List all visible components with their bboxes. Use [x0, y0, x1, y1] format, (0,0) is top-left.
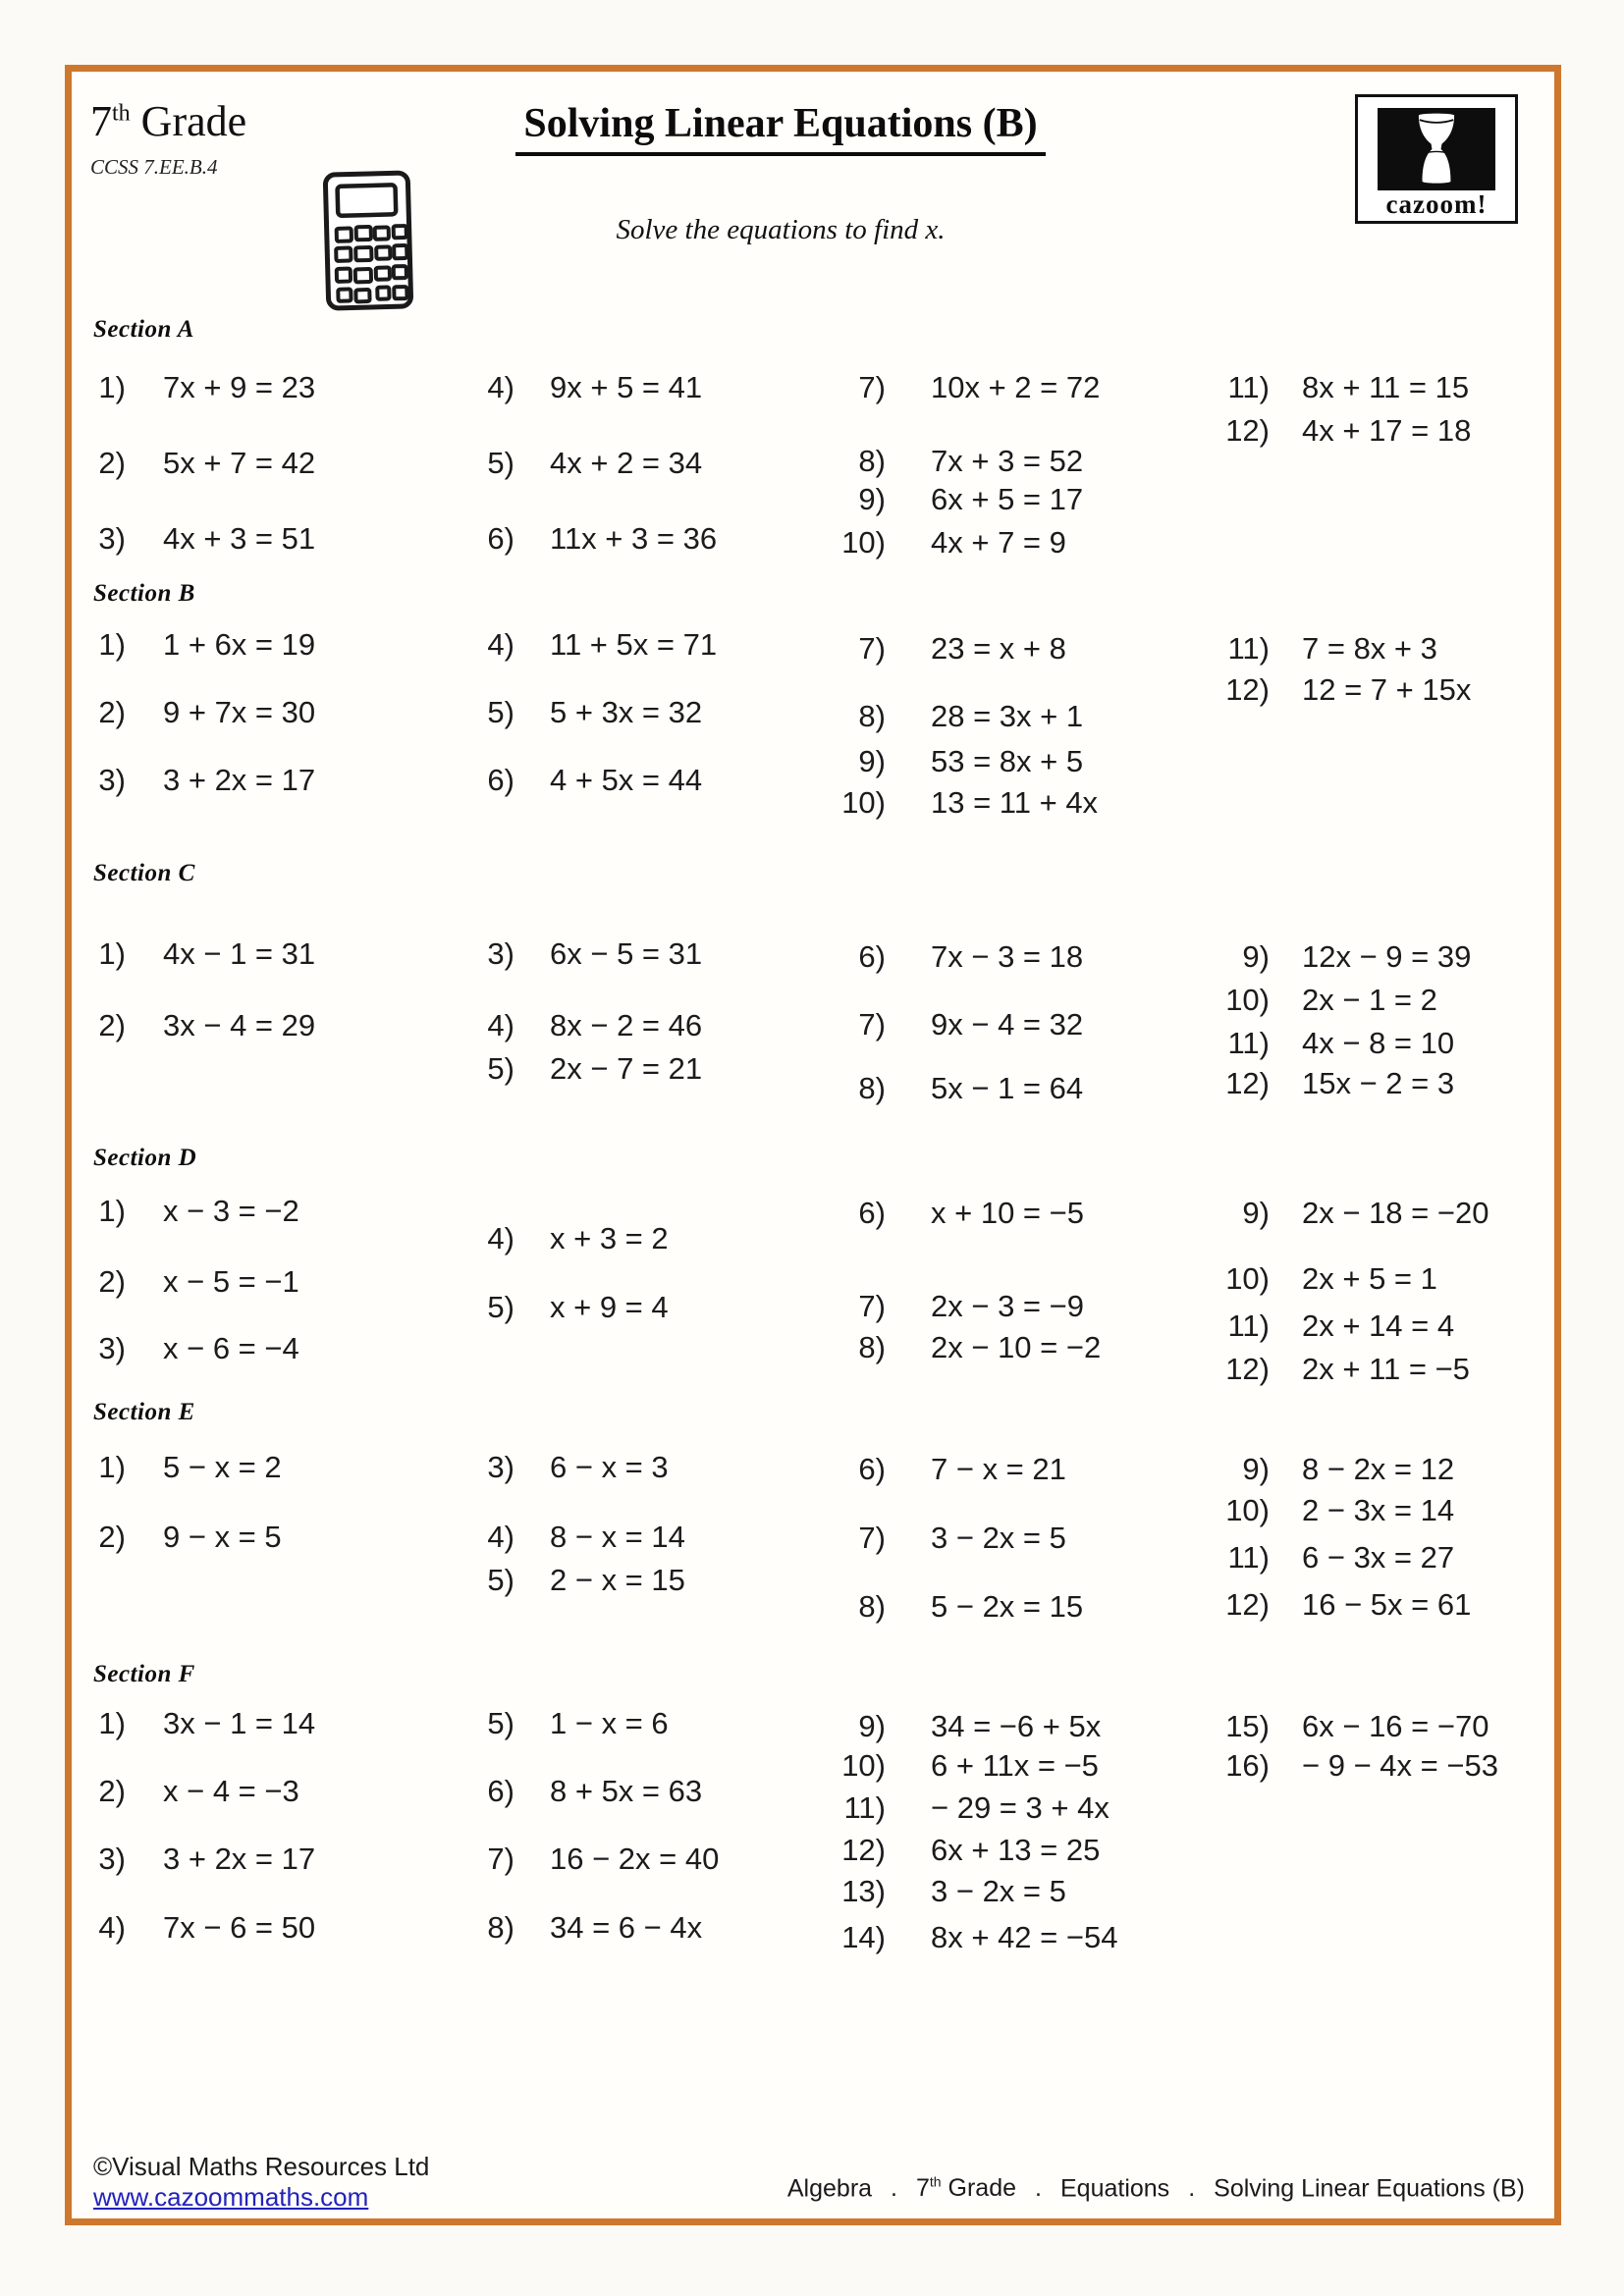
equation-number: 1) — [98, 1450, 126, 1484]
equation-number: 2) — [98, 446, 126, 480]
equation-text: 6x + 5 = 17 — [931, 482, 1084, 516]
equation-text: 2x + 14 = 4 — [1302, 1308, 1455, 1343]
equation-text: 2x − 3 = −9 — [931, 1289, 1084, 1323]
equation-number: 10) — [1225, 1493, 1270, 1527]
equation-text: 9 − x = 5 — [163, 1520, 282, 1554]
equation-text: 11x + 3 = 36 — [550, 521, 718, 556]
equation-number: 4) — [98, 1910, 126, 1945]
equation-number: 5) — [487, 1706, 514, 1740]
equation-number: 14) — [841, 1920, 886, 1954]
equation-text: 8x + 42 = −54 — [931, 1920, 1118, 1954]
equation-text: 34 = −6 + 5x — [931, 1709, 1102, 1743]
equation-number: 3) — [98, 1331, 126, 1365]
equation-number: 8) — [858, 699, 886, 733]
equation-text: 4x + 7 = 9 — [931, 525, 1066, 560]
equation-text: 6 + 11x = −5 — [931, 1748, 1099, 1783]
grade-ordinal: th — [112, 100, 131, 127]
breadcrumb-separator: . — [1035, 2174, 1042, 2203]
equation-text: 53 = 8x + 5 — [931, 744, 1084, 778]
equation-number: 12) — [841, 1833, 886, 1867]
equation-number: 11) — [1227, 1308, 1270, 1343]
equation-number: 9) — [1242, 939, 1270, 974]
equation-text: 9 + 7x = 30 — [163, 695, 316, 729]
equation-number: 12) — [1225, 1066, 1270, 1100]
equation-text: 15x − 2 = 3 — [1302, 1066, 1455, 1100]
equation-text: x − 3 = −2 — [163, 1194, 299, 1228]
equation-text: 6 − x = 3 — [550, 1450, 669, 1484]
equation-text: 11 + 5x = 71 — [550, 627, 718, 662]
equation-text: 7 − x = 21 — [931, 1452, 1066, 1486]
section-label: Section D — [93, 1145, 197, 1171]
equation-number: 10) — [1225, 983, 1270, 1017]
equation-number: 9) — [1242, 1452, 1270, 1486]
breadcrumb-item: Solving Linear Equations (B) — [1214, 2174, 1525, 2203]
equation-number: 3) — [487, 936, 514, 971]
equation-text: 7x − 3 = 18 — [931, 939, 1084, 974]
equation-text: 1 + 6x = 19 — [163, 627, 316, 662]
breadcrumb-item: Algebra — [786, 2174, 873, 2203]
equation-text: x + 10 = −5 — [931, 1196, 1084, 1230]
equation-number: 1) — [98, 1194, 126, 1228]
equation-number: 8) — [858, 1589, 886, 1624]
equation-text: x + 3 = 2 — [550, 1221, 669, 1255]
breadcrumb-item: 7th Grade — [916, 2174, 1017, 2203]
equation-number: 3) — [98, 763, 126, 797]
equation-number: 6) — [487, 763, 514, 797]
equation-number: 16) — [1225, 1748, 1270, 1783]
equation-number: 10) — [841, 1748, 886, 1783]
equation-text: 3 + 2x = 17 — [163, 763, 316, 797]
equation-number: 2) — [98, 1008, 126, 1042]
equation-number: 3) — [98, 521, 126, 556]
copyright-text: ©Visual Maths Resources Ltd — [93, 2152, 430, 2181]
equation-text: 5 + 3x = 32 — [550, 695, 703, 729]
equation-text: 8x + 11 = 15 — [1302, 370, 1470, 404]
equation-number: 2) — [98, 1264, 126, 1299]
equation-text: 4x + 17 = 18 — [1302, 413, 1472, 448]
equation-number: 11) — [843, 1790, 886, 1825]
equation-number: 5) — [487, 1290, 514, 1324]
equation-number: 1) — [98, 1706, 126, 1740]
equation-text: x − 5 = −1 — [163, 1264, 299, 1299]
equation-number: 4) — [487, 627, 514, 662]
section-label: Section C — [93, 860, 195, 886]
equation-text: 3 − 2x = 5 — [931, 1874, 1066, 1908]
equation-number: 6) — [487, 521, 514, 556]
equation-number: 11) — [1227, 1026, 1270, 1060]
equation-text: 5 − 2x = 15 — [931, 1589, 1084, 1624]
equation-text: 2x + 5 = 1 — [1302, 1261, 1437, 1296]
equation-number: 13) — [841, 1874, 886, 1908]
equation-text: 34 = 6 − 4x — [550, 1910, 703, 1945]
equation-number: 2) — [98, 695, 126, 729]
equation-number: 12) — [1225, 413, 1270, 448]
equation-number: 2) — [98, 1774, 126, 1808]
equation-number: 5) — [487, 1563, 514, 1597]
equation-text: 9x + 5 = 41 — [550, 370, 703, 404]
equation-text: 3x − 4 = 29 — [163, 1008, 316, 1042]
section-label: Section F — [93, 1661, 195, 1687]
equation-number: 12) — [1225, 1587, 1270, 1622]
section-label: Section A — [93, 316, 194, 343]
equation-text: x − 4 = −3 — [163, 1774, 299, 1808]
equation-number: 5) — [487, 695, 514, 729]
equation-number: 7) — [858, 631, 886, 666]
equation-text: − 29 = 3 + 4x — [931, 1790, 1110, 1825]
equation-text: 8 − 2x = 12 — [1302, 1452, 1455, 1486]
grade-label: Grade — [130, 97, 247, 145]
equation-text: 28 = 3x + 1 — [931, 699, 1084, 733]
equation-number: 11) — [1227, 1540, 1270, 1575]
equation-text: 9x − 4 = 32 — [931, 1007, 1084, 1041]
equation-text: 7x + 9 = 23 — [163, 370, 316, 404]
equation-text: 7 = 8x + 3 — [1302, 631, 1437, 666]
equation-text: 7x − 6 = 50 — [163, 1910, 316, 1945]
equation-text: 4x − 8 = 10 — [1302, 1026, 1455, 1060]
equation-text: 2 − x = 15 — [550, 1563, 685, 1597]
drum-icon — [1408, 112, 1465, 187]
equation-text: 7x + 3 = 52 — [931, 444, 1084, 478]
breadcrumb-separator: . — [891, 2174, 897, 2203]
equation-text: 8 − x = 14 — [550, 1520, 685, 1554]
equation-text: 4x + 2 = 34 — [550, 446, 703, 480]
equation-number: 6) — [858, 939, 886, 974]
equation-text: 12 = 7 + 15x — [1302, 672, 1472, 707]
equation-text: 2x − 1 = 2 — [1302, 983, 1437, 1017]
equation-number: 4) — [487, 1008, 514, 1042]
title-row — [0, 100, 1561, 156]
equation-number: 6) — [858, 1196, 886, 1230]
equation-number: 6) — [858, 1452, 886, 1486]
equation-number: 1) — [98, 370, 126, 404]
ccss-code: CCSS 7.EE.B.4 — [90, 155, 218, 179]
equation-text: x + 9 = 4 — [550, 1290, 669, 1324]
equation-text: 1 − x = 6 — [550, 1706, 669, 1740]
equation-number: 8) — [858, 444, 886, 478]
equation-text: 23 = x + 8 — [931, 631, 1066, 666]
website-link[interactable]: www.cazoommaths.com — [93, 2182, 369, 2212]
equation-number: 7) — [487, 1842, 514, 1876]
equation-number: 7) — [858, 370, 886, 404]
equation-text: 2 − 3x = 14 — [1302, 1493, 1455, 1527]
equation-number: 4) — [487, 1221, 514, 1255]
equation-number: 8) — [487, 1910, 514, 1945]
equation-text: 3 − 2x = 5 — [931, 1521, 1066, 1555]
equation-number: 7) — [858, 1521, 886, 1555]
equation-number: 4) — [487, 1520, 514, 1554]
equation-text: x − 6 = −4 — [163, 1331, 299, 1365]
equation-number: 10) — [1225, 1261, 1270, 1296]
equation-text: 16 − 5x = 61 — [1302, 1587, 1472, 1622]
equation-number: 9) — [1242, 1196, 1270, 1230]
equation-number: 4) — [487, 370, 514, 404]
breadcrumb-item: Equations — [1059, 2174, 1170, 2203]
equation-text: − 9 − 4x = −53 — [1302, 1748, 1498, 1783]
equation-text: 4x + 3 = 51 — [163, 521, 316, 556]
equation-number: 2) — [98, 1520, 126, 1554]
equation-number: 7) — [858, 1007, 886, 1041]
equation-text: 5 − x = 2 — [163, 1450, 282, 1484]
section-label: Section B — [93, 580, 195, 607]
equation-number: 3) — [487, 1450, 514, 1484]
equation-number: 1) — [98, 936, 126, 971]
cazoom-logo — [1355, 94, 1518, 224]
breadcrumb — [787, 2174, 1525, 2203]
equation-text: 2x − 10 = −2 — [931, 1330, 1102, 1364]
equation-text: 4x − 1 = 31 — [163, 936, 316, 971]
equation-text: 6x + 13 = 25 — [931, 1833, 1101, 1867]
equation-number: 5) — [487, 446, 514, 480]
grade-number: 7 — [90, 97, 112, 145]
equation-number: 10) — [841, 525, 886, 560]
equation-text: 2x + 11 = −5 — [1302, 1352, 1470, 1386]
equation-number: 6) — [487, 1774, 514, 1808]
equation-text: 12x − 9 = 39 — [1302, 939, 1472, 974]
equation-number: 3) — [98, 1842, 126, 1876]
equation-number: 11) — [1227, 631, 1270, 666]
equation-text: 6x − 16 = −70 — [1302, 1709, 1489, 1743]
equation-text: 3 + 2x = 17 — [163, 1842, 316, 1876]
equation-number: 9) — [858, 744, 886, 778]
instruction-text: Solve the equations to find x. — [616, 214, 946, 245]
equation-text: 5x + 7 = 42 — [163, 446, 316, 480]
equation-number: 9) — [858, 482, 886, 516]
logo-text: cazoom! — [1385, 189, 1488, 219]
equation-number: 15) — [1225, 1709, 1270, 1743]
equation-text: 10x + 2 = 72 — [931, 370, 1101, 404]
equation-number: 12) — [1225, 672, 1270, 707]
equation-text: 6 − 3x = 27 — [1302, 1540, 1455, 1575]
logo-image — [1378, 108, 1495, 190]
equation-number: 5) — [487, 1051, 514, 1086]
equation-number: 1) — [98, 627, 126, 662]
equation-number: 11) — [1227, 370, 1270, 404]
equation-text: 8 + 5x = 63 — [550, 1774, 703, 1808]
equation-text: 2x − 18 = −20 — [1302, 1196, 1489, 1230]
equation-text: 3x − 1 = 14 — [163, 1706, 316, 1740]
equation-text: 6x − 5 = 31 — [550, 936, 703, 971]
equation-text: 4 + 5x = 44 — [550, 763, 703, 797]
equation-number: 10) — [841, 785, 886, 820]
section-label: Section E — [93, 1399, 195, 1425]
equation-number: 7) — [858, 1289, 886, 1323]
equation-number: 8) — [858, 1330, 886, 1364]
equation-text: 8x − 2 = 46 — [550, 1008, 703, 1042]
equation-text: 16 − 2x = 40 — [550, 1842, 720, 1876]
equation-number: 8) — [858, 1071, 886, 1105]
equation-text: 13 = 11 + 4x — [931, 785, 1099, 820]
equation-text: 2x − 7 = 21 — [550, 1051, 703, 1086]
page-title: Solving Linear Equations (B) — [515, 100, 1045, 156]
breadcrumb-separator: . — [1188, 2174, 1196, 2203]
equation-number: 12) — [1225, 1352, 1270, 1386]
equation-text: 5x − 1 = 64 — [931, 1071, 1084, 1105]
equation-number: 9) — [858, 1709, 886, 1743]
